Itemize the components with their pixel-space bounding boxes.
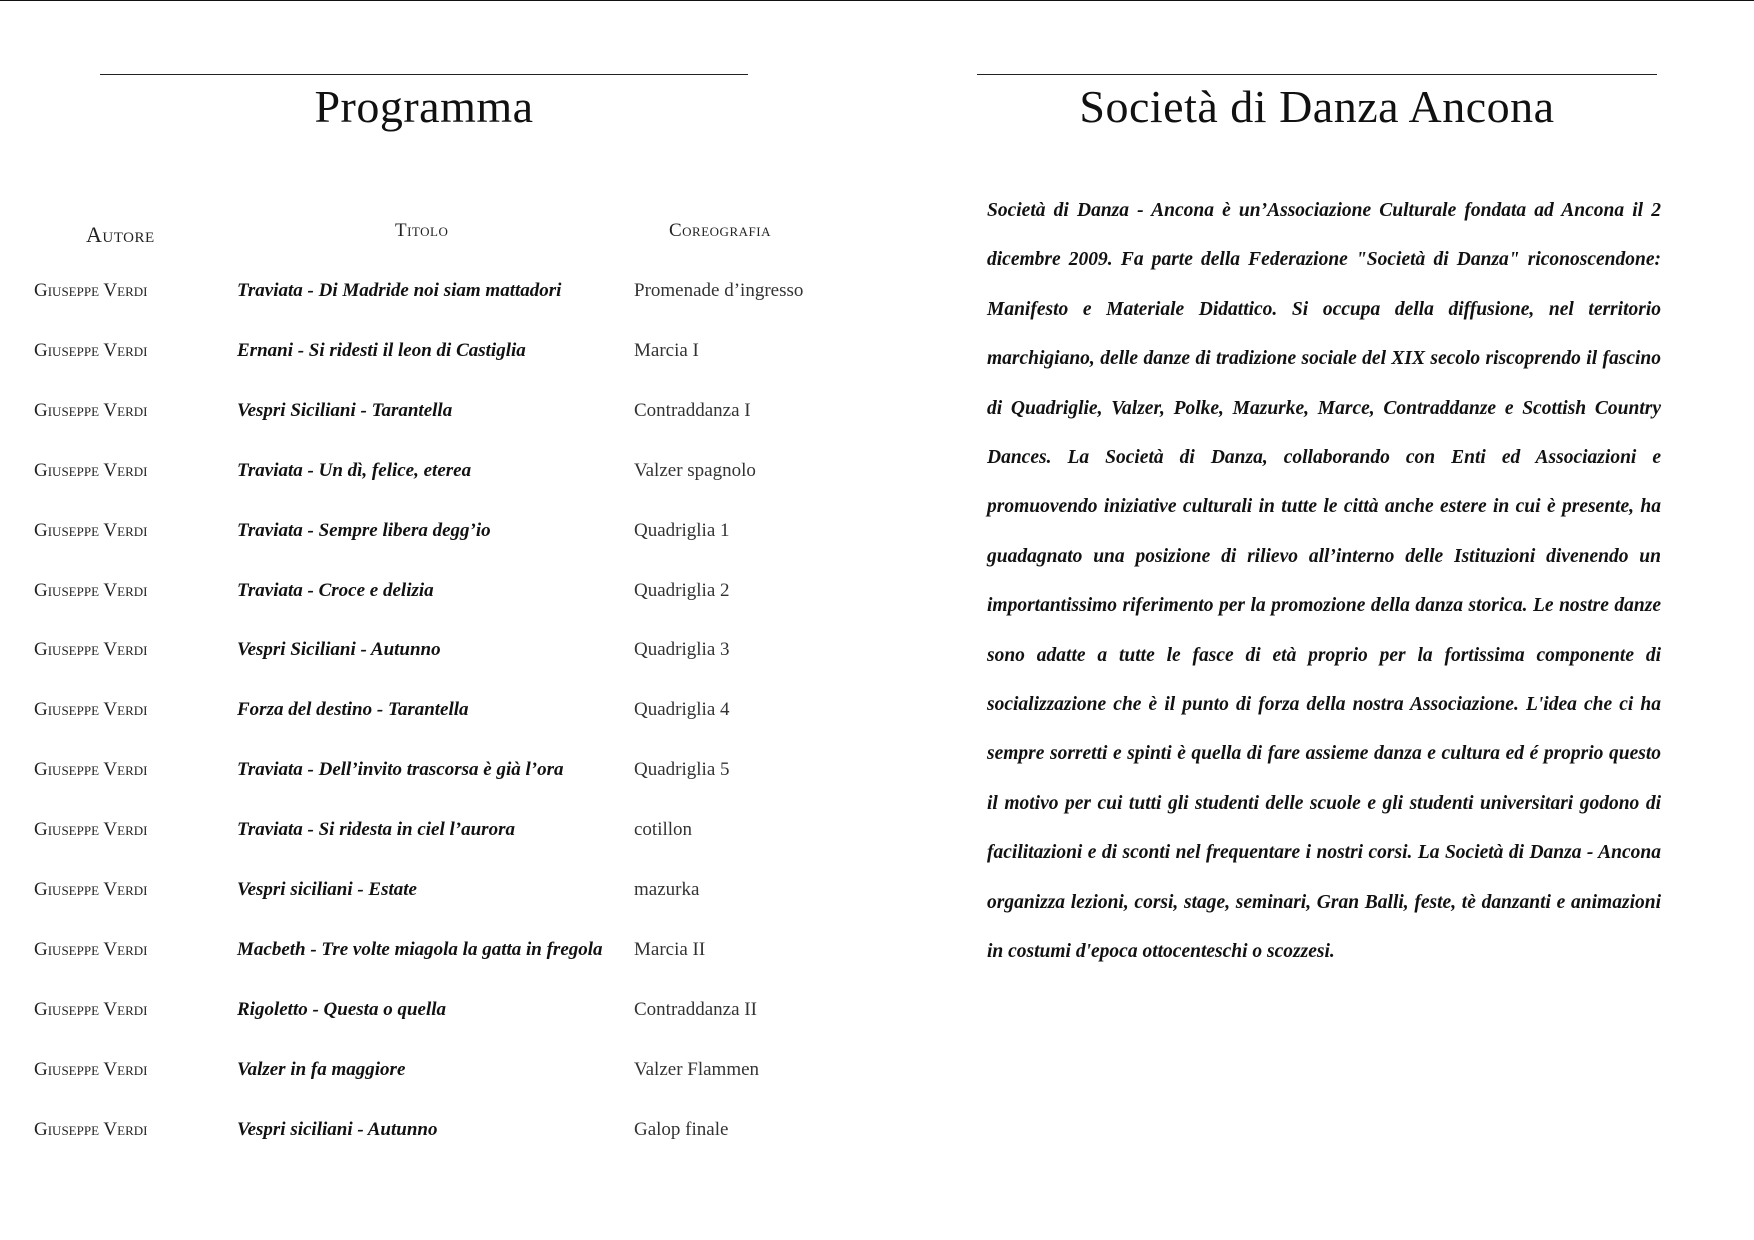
row-autore: Giuseppe Verdi xyxy=(34,699,148,721)
row-coreografia: cotillon xyxy=(634,819,693,841)
row-coreografia: Valzer Flammen xyxy=(634,1058,760,1080)
row-titolo: Traviata - Dell’invito trascorsa è già l’ora xyxy=(237,759,564,781)
row-autore: Giuseppe Verdi xyxy=(34,1118,148,1140)
table-row xyxy=(0,579,877,639)
table-row xyxy=(0,938,877,998)
society-description: Società di Danza - Ancona è un’Associazione Culturale fondata ad Ancona il 2 dicembre 2009. Fa parte della Federazione "Società di Danza" riconoscendone: Manifesto e Materiale Didattico. Si occupa della diffusione, nel territorio marchigiano, delle danze di tradizione sociale del XIX secolo riscoprendo il fascino di Quadriglie, Valzer, Polke, Mazurke, Marce, Contraddanze e Scottish Country Dances. La Società di Danza, collaborando con Enti ed Associazioni e promuovendo iniziative culturali in tutte le città anche estere in cui è presente, ha guadagnato una posizione di rilievo all’interno delle Istituzioni divenendo un importantissimo riferimento per la promozione della danza storica. Le nostre danze sono adatte a tutte le fasce di età proprio per la fortissima componente di socializzazione che è il punto di forza della nostra Associazione. L'idea che ci ha sempre sorretti e spinti è quella di fare assieme danza e cultura ed é proprio questo il motivo per cui tutti gli studenti delle scuole e gli studenti universitari godono di facilitazioni e di sconti nel frequentare i nostri corsi. La Società di Danza - Ancona organizza lezioni, corsi, stage, seminari, Gran Balli, feste, tè danzanti e animazioni in costumi d'epoca ottocenteschi o scozzesi. xyxy=(987,200,1661,963)
table-row xyxy=(0,878,877,938)
row-titolo: Forza del destino - Tarantella xyxy=(237,699,469,721)
column-header-coreografia: Coreografia xyxy=(669,220,771,241)
row-coreografia: Marcia I xyxy=(634,339,699,361)
row-coreografia: Contraddanza I xyxy=(634,399,751,421)
row-titolo: Valzer in fa maggiore xyxy=(237,1058,406,1080)
row-autore: Giuseppe Verdi xyxy=(34,399,148,421)
society-page xyxy=(877,0,1754,1240)
page-title: Società di Danza Ancona xyxy=(1079,81,1555,132)
row-autore: Giuseppe Verdi xyxy=(34,459,148,481)
row-coreografia: Quadriglia 4 xyxy=(634,699,730,721)
table-row xyxy=(0,1118,877,1178)
title-rule xyxy=(977,74,1657,75)
row-titolo: Traviata - Croce e delizia xyxy=(237,579,434,601)
row-coreografia: Quadriglia 5 xyxy=(634,759,730,781)
table-row xyxy=(0,818,877,878)
table-row xyxy=(0,1058,877,1118)
row-titolo: Traviata - Di Madride noi siam mattadori xyxy=(237,280,562,301)
row-coreografia: Contraddanza II xyxy=(634,998,757,1020)
row-titolo: Vespri Siciliani - Tarantella xyxy=(237,399,453,421)
table-row xyxy=(0,339,877,399)
row-autore: Giuseppe Verdi xyxy=(34,579,148,601)
row-autore: Giuseppe Verdi xyxy=(34,339,148,361)
row-autore: Giuseppe Verdi xyxy=(34,1058,148,1080)
row-coreografia: Marcia II xyxy=(634,938,706,960)
row-titolo: Vespri siciliani - Estate xyxy=(237,879,417,900)
row-autore: Giuseppe Verdi xyxy=(34,639,148,661)
row-coreografia: Promenade d’ingresso xyxy=(634,280,804,301)
table-row xyxy=(0,698,877,758)
row-titolo: Vespri Siciliani - Autunno xyxy=(237,639,441,661)
column-header-autore: Autore xyxy=(86,222,155,247)
row-autore: Giuseppe Verdi xyxy=(34,879,148,900)
row-autore: Giuseppe Verdi xyxy=(34,998,148,1020)
table-row xyxy=(0,758,877,818)
table-row xyxy=(0,519,877,579)
row-titolo: Traviata - Sempre libera degg’io xyxy=(237,519,491,541)
row-titolo: Traviata - Si ridesta in ciel l’aurora xyxy=(237,819,515,841)
row-autore: Giuseppe Verdi xyxy=(34,819,148,841)
page-title: Programma xyxy=(314,81,534,132)
table-row xyxy=(0,998,877,1058)
row-titolo: Traviata - Un dì, felice, eterea xyxy=(237,459,472,481)
row-coreografia: mazurka xyxy=(634,879,700,900)
row-coreografia: Valzer spagnolo xyxy=(634,459,756,481)
row-autore: Giuseppe Verdi xyxy=(34,759,148,781)
table-row xyxy=(0,459,877,519)
row-coreografia: Quadriglia 1 xyxy=(634,519,730,541)
row-coreografia: Quadriglia 2 xyxy=(634,579,730,601)
row-autore: Giuseppe Verdi xyxy=(34,519,148,541)
column-header-titolo: Titolo xyxy=(395,220,449,241)
row-coreografia: Quadriglia 3 xyxy=(634,639,730,661)
row-coreografia: Galop finale xyxy=(634,1118,729,1140)
table-row xyxy=(0,638,877,698)
row-titolo: Rigoletto - Questa o quella xyxy=(237,998,446,1020)
row-autore: Giuseppe Verdi xyxy=(34,938,148,960)
title-rule xyxy=(100,74,748,75)
row-autore: Giuseppe Verdi xyxy=(34,280,148,301)
table-row xyxy=(0,279,877,339)
row-titolo: Macbeth - Tre volte miagola la gatta in fregola xyxy=(237,938,603,960)
row-titolo: Vespri siciliani - Autunno xyxy=(237,1118,438,1140)
row-titolo: Ernani - Si ridesti il leon di Castiglia xyxy=(237,339,526,361)
table-row xyxy=(0,399,877,459)
